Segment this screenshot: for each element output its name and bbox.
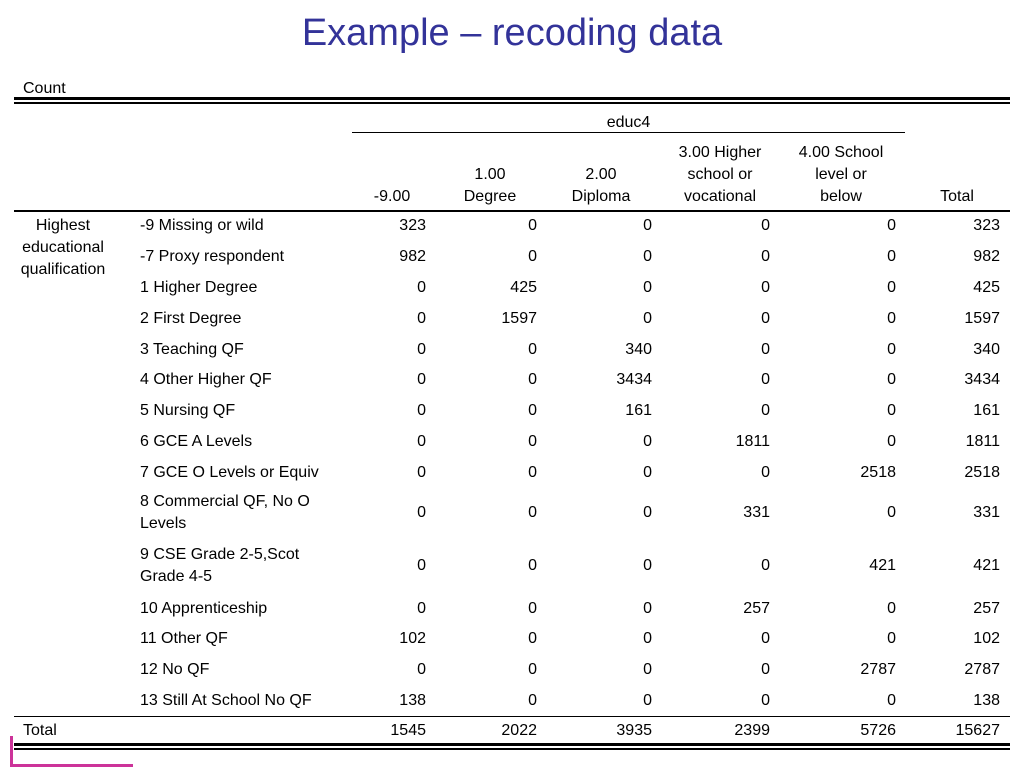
column-group-label: educ4	[606, 114, 651, 131]
table-cell: 340	[625, 341, 652, 358]
table-cell: 0	[643, 310, 652, 327]
row-label: Grade 4-5	[140, 568, 213, 585]
table-cell: 340	[973, 341, 1000, 358]
row-label: 11 Other QF	[140, 630, 228, 647]
count-label: Count	[23, 80, 66, 97]
table-cell: 161	[625, 402, 652, 419]
table-top-rule-2	[14, 102, 1010, 104]
table-cell: 0	[417, 504, 426, 521]
total-cell: 1545	[390, 722, 426, 739]
table-cell: 0	[887, 402, 896, 419]
table-cell: 323	[399, 217, 426, 234]
row-label: 3 Teaching QF	[140, 341, 244, 358]
table-cell: 0	[417, 279, 426, 296]
row-label: 9 CSE Grade 2-5,Scot	[140, 546, 300, 563]
table-cell: 0	[528, 557, 537, 574]
table-cell: 0	[761, 217, 770, 234]
row-label: 13 Still At School No QF	[140, 692, 312, 709]
table-cell: 0	[417, 402, 426, 419]
table-cell: 2787	[860, 661, 896, 678]
table-cell: 2518	[964, 464, 1000, 481]
total-cell: 5726	[860, 722, 896, 739]
table-cell: 421	[869, 557, 896, 574]
table-cell: 425	[973, 279, 1000, 296]
table-cell: 0	[887, 279, 896, 296]
table-cell: 0	[761, 248, 770, 265]
column-header: -9.00	[373, 188, 411, 205]
table-cell: 0	[761, 279, 770, 296]
table-cell: 0	[417, 661, 426, 678]
table-cell: 0	[887, 371, 896, 388]
column-header: 4.00 School	[798, 144, 884, 161]
table-cell: 0	[887, 692, 896, 709]
column-header: school or	[687, 166, 753, 183]
table-cell: 0	[417, 371, 426, 388]
table-cell: 1811	[735, 433, 770, 450]
table-cell: 0	[761, 310, 770, 327]
table-cell: 0	[528, 402, 537, 419]
table-cell: 138	[973, 692, 1000, 709]
table-cell: 0	[528, 433, 537, 450]
table-cell: 0	[761, 402, 770, 419]
table-cell: 0	[761, 557, 770, 574]
table-cell: 2787	[964, 661, 1000, 678]
table-cell: 0	[761, 464, 770, 481]
table-cell: 0	[643, 248, 652, 265]
table-cell: 0	[643, 557, 652, 574]
column-header: level or	[815, 166, 867, 183]
table-cell: 0	[643, 217, 652, 234]
table-cell: 3434	[964, 371, 1000, 388]
row-label: -7 Proxy respondent	[140, 248, 285, 265]
table-cell: 982	[973, 248, 1000, 265]
table-cell: 323	[973, 217, 1000, 234]
column-header: Degree	[463, 188, 517, 205]
table-cell: 0	[643, 279, 652, 296]
table-cell: 0	[528, 464, 537, 481]
table-cell: 421	[973, 557, 1000, 574]
table-cell: 0	[643, 661, 652, 678]
table-cell: 0	[887, 433, 896, 450]
row-label: -9 Missing or wild	[140, 217, 264, 234]
table-cell: 0	[643, 433, 652, 450]
table-cell: 0	[417, 557, 426, 574]
column-header: vocational	[683, 188, 757, 205]
total-cell: 2022	[501, 722, 537, 739]
row-group-label: Highest educational qualification	[20, 217, 106, 278]
table-cell: 1597	[964, 310, 1000, 327]
table-cell: 2518	[860, 464, 896, 481]
table-cell: 0	[887, 341, 896, 358]
table-cell: 0	[528, 371, 537, 388]
table-cell: 0	[643, 600, 652, 617]
column-header: 3.00 Higher	[678, 144, 762, 161]
table-cell: 102	[973, 630, 1000, 647]
table-bottom-rule	[14, 743, 1010, 746]
table-cell: 0	[528, 630, 537, 647]
row-label: 6 GCE A Levels	[140, 433, 253, 450]
total-row-label: Total	[23, 722, 57, 739]
table-cell: 0	[528, 692, 537, 709]
row-label: 4 Other Higher QF	[140, 371, 272, 388]
table-cell: 0	[528, 600, 537, 617]
column-header: 1.00	[474, 166, 506, 183]
total-cell: 3935	[616, 722, 652, 739]
row-label: 8 Commercial QF, No O	[140, 493, 310, 510]
table-cell: 0	[417, 341, 426, 358]
table-cell: 0	[887, 504, 896, 521]
corner-decoration	[10, 736, 133, 767]
row-label: 10 Apprenticeship	[140, 600, 268, 617]
table-cell: 138	[399, 692, 426, 709]
column-header: Total	[940, 188, 974, 205]
table-cell: 0	[761, 692, 770, 709]
header-bottom-rule	[14, 210, 1010, 212]
table-cell: 0	[887, 630, 896, 647]
table-cell: 1811	[965, 433, 1000, 450]
column-header: below	[820, 188, 862, 205]
row-label: 2 First Degree	[140, 310, 242, 327]
table-cell: 0	[417, 433, 426, 450]
table-cell: 0	[761, 341, 770, 358]
table-cell: 0	[417, 464, 426, 481]
table-cell: 161	[973, 402, 1000, 419]
table-cell: 0	[643, 692, 652, 709]
slide-title: Example – recoding data	[301, 12, 723, 54]
table-cell: 982	[399, 248, 426, 265]
table-cell: 1597	[501, 310, 537, 327]
total-cell: 2399	[734, 722, 770, 739]
table-cell: 0	[887, 310, 896, 327]
table-cell: 0	[643, 630, 652, 647]
table-cell: 0	[528, 504, 537, 521]
row-label: 12 No QF	[140, 661, 210, 678]
table-cell: 0	[643, 464, 652, 481]
table-cell: 0	[887, 248, 896, 265]
table-top-rule	[14, 97, 1010, 100]
table-cell: 0	[528, 217, 537, 234]
row-label: 1 Higher Degree	[140, 279, 258, 296]
table-cell: 0	[528, 341, 537, 358]
row-label: 5 Nursing QF	[140, 402, 236, 419]
table-cell: 0	[761, 630, 770, 647]
column-group-underline	[352, 132, 905, 133]
column-header: 2.00	[585, 166, 617, 183]
table-cell: 331	[743, 504, 770, 521]
table-cell: 0	[528, 661, 537, 678]
table-cell: 0	[417, 310, 426, 327]
row-label: Levels	[140, 515, 187, 532]
table-cell: 3434	[616, 371, 652, 388]
table-cell: 0	[417, 600, 426, 617]
total-cell: 15627	[955, 722, 1000, 739]
table-cell: 257	[743, 600, 770, 617]
total-top-rule	[14, 716, 1010, 717]
table-cell: 102	[399, 630, 426, 647]
table-cell: 257	[973, 600, 1000, 617]
table-cell: 331	[973, 504, 1000, 521]
table-bottom-rule-2	[14, 748, 1010, 750]
row-label: 7 GCE O Levels or Equiv	[140, 464, 319, 481]
column-header: Diploma	[571, 188, 631, 205]
table-cell: 0	[761, 371, 770, 388]
table-cell: 0	[761, 661, 770, 678]
table-cell: 0	[528, 248, 537, 265]
table-cell: 0	[887, 600, 896, 617]
table-cell: 0	[643, 504, 652, 521]
table-cell: 0	[887, 217, 896, 234]
table-cell: 425	[510, 279, 537, 296]
